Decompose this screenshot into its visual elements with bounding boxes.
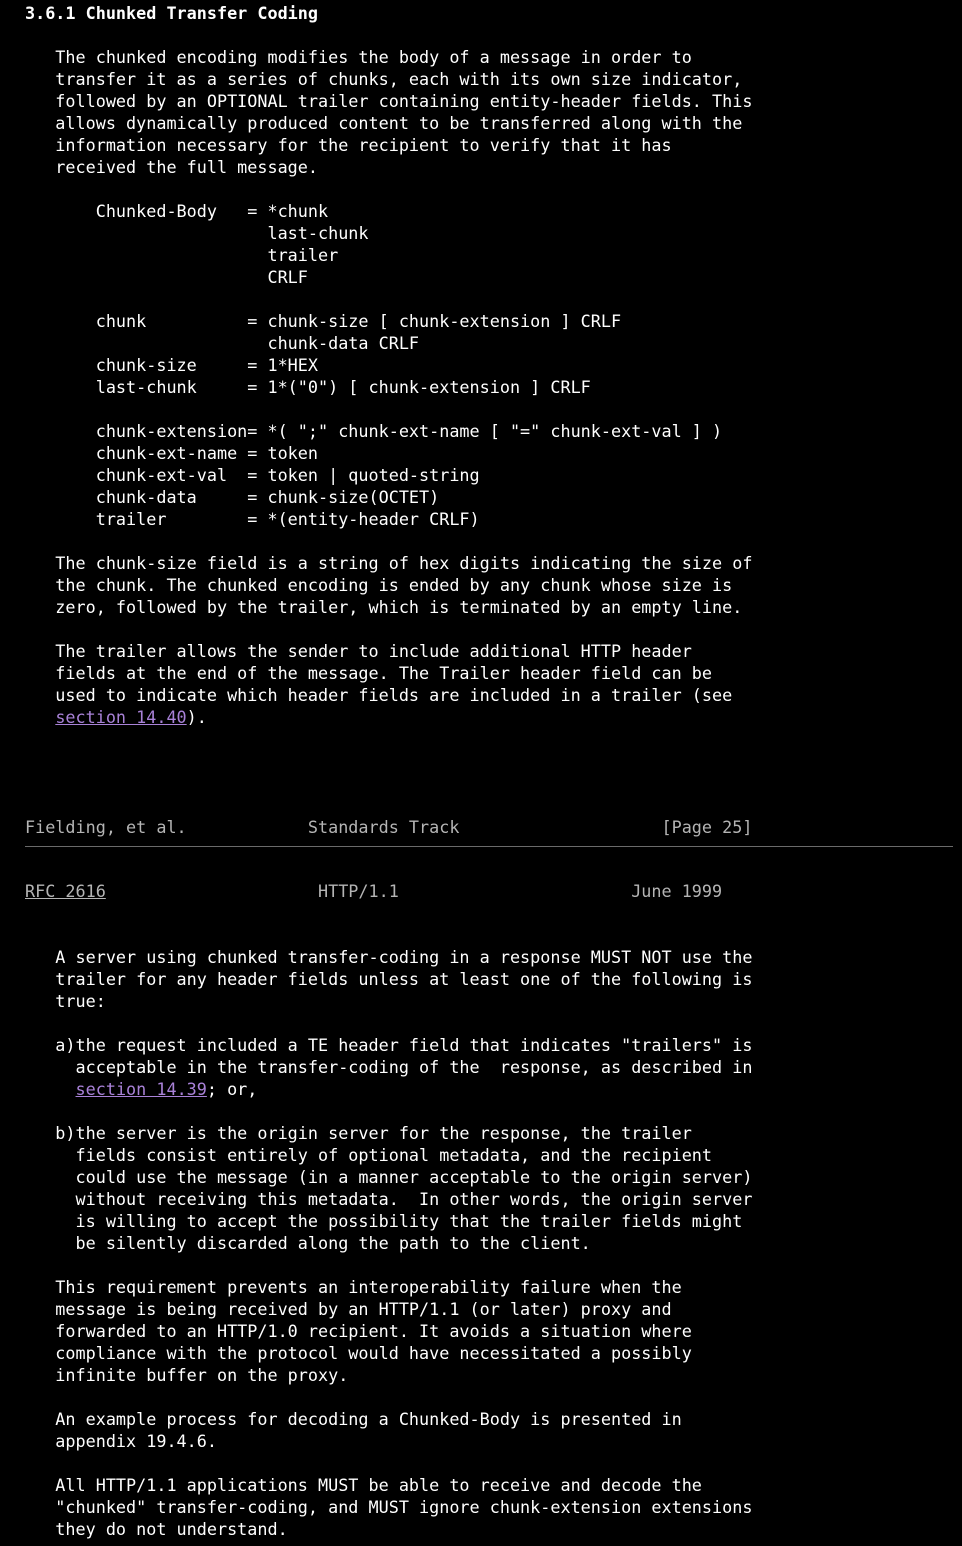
spacer	[25, 1100, 955, 1122]
paragraph-line: the chunk. The chunked encoding is ended by any chunk whose size is	[25, 575, 733, 595]
spacer	[25, 1452, 955, 1474]
requirement-paragraph	[25, 1276, 955, 1386]
paragraph-line: The chunked encoding modifies the body of a message in order to	[25, 47, 692, 67]
grammar-chunked-body	[25, 200, 955, 288]
grammar-line: chunk-extension= *( ";" chunk-ext-name [ "=" chunk-ext-val ] )	[25, 421, 723, 441]
paragraph-line: fields consist entirely of optional metadata, and the recipient	[25, 1145, 713, 1165]
grammar-line: last-chunk	[25, 223, 369, 243]
grammar-line: chunk-ext-val = token | quoted-string	[25, 465, 480, 485]
example-paragraph	[25, 1408, 955, 1452]
paragraph-line: a)the request included a TE header field that indicates "trailers" is	[25, 1035, 753, 1055]
intro-paragraph	[25, 46, 955, 178]
applications-paragraph	[25, 1474, 955, 1540]
header-text: HTTP/1.1 June 1999	[105, 881, 723, 901]
header-line	[25, 880, 955, 902]
grammar-line: trailer = *(entity-header CRLF)	[25, 509, 480, 529]
paragraph-line: is willing to accept the possibility that the trailer fields might	[25, 1211, 743, 1231]
grammar-line: chunk-data = chunk-size(OCTET)	[25, 487, 440, 507]
paragraph-line: The trailer allows the sender to include additional HTTP header	[25, 641, 692, 661]
paragraph-line	[25, 706, 955, 728]
page-footer	[25, 816, 955, 838]
paragraph-line: true:	[25, 991, 106, 1011]
spacer	[25, 1386, 955, 1408]
paragraph-line	[25, 1078, 955, 1100]
grammar-line: chunk-ext-name = token	[25, 443, 318, 463]
line-indent	[25, 1079, 76, 1099]
spacer	[25, 288, 955, 310]
paragraph-line: All HTTP/1.1 applications MUST be able to receive and decode the	[25, 1475, 702, 1495]
paragraph-line: they do not understand.	[25, 1519, 288, 1539]
section-14-40-link[interactable]: section 14.40	[55, 707, 187, 727]
footer-text: Fielding, et al. Standards Track [Page 25]	[25, 817, 753, 837]
condition-a	[25, 1034, 955, 1100]
paragraph-line: fields at the end of the message. The Trailer header field can be	[25, 663, 713, 683]
grammar-line: trailer	[25, 245, 339, 265]
paragraph-line: acceptable in the transfer-coding of the response, as described in	[25, 1057, 753, 1077]
page-break-rule	[25, 846, 953, 847]
grammar-chunk-extension	[25, 420, 955, 530]
paragraph-line: without receiving this metadata. In other words, the origin server	[25, 1189, 753, 1209]
rfc-document	[25, 2, 955, 728]
paragraph-line: information necessary for the recipient to verify that it has	[25, 135, 672, 155]
line-suffix: ).	[186, 707, 207, 727]
paragraph-line: zero, followed by the trailer, which is terminated by an empty line.	[25, 597, 743, 617]
grammar-chunk	[25, 310, 955, 398]
line-indent	[25, 707, 55, 727]
grammar-line: chunk-data CRLF	[25, 333, 420, 353]
spacer	[25, 24, 955, 46]
paragraph-line: b)the server is the origin server for the response, the trailer	[25, 1123, 692, 1143]
paragraph-line: appendix 19.4.6.	[25, 1431, 217, 1451]
section-heading: 3.6.1 Chunked Transfer Coding	[25, 3, 318, 23]
paragraph-line: The chunk-size field is a string of hex digits indicating the size of	[25, 553, 753, 573]
paragraph-line: transfer it as a series of chunks, each with its own size indicator,	[25, 69, 743, 89]
spacer	[25, 1254, 955, 1276]
trailer-paragraph	[25, 640, 955, 728]
spacer	[25, 530, 955, 552]
paragraph-line: received the full message.	[25, 157, 318, 177]
grammar-line: chunk = chunk-size [ chunk-extension ] CRLF	[25, 311, 622, 331]
spacer	[25, 398, 955, 420]
grammar-line: last-chunk = 1*("0") [ chunk-extension ] CRLF	[25, 377, 591, 397]
paragraph-line: This requirement prevents an interoperability failure when the	[25, 1277, 682, 1297]
paragraph-line: A server using chunked transfer-coding in a response MUST NOT use the	[25, 947, 753, 967]
chunk-size-paragraph	[25, 552, 955, 618]
spacer	[25, 178, 955, 200]
paragraph-line: used to indicate which header fields are included in a trailer (see	[25, 685, 733, 705]
paragraph-line: followed by an OPTIONAL trailer containing entity-header fields. This	[25, 91, 753, 111]
grammar-line: CRLF	[25, 267, 308, 287]
paragraph-line: could use the message (in a manner acceptable to the origin server)	[25, 1167, 753, 1187]
paragraph-line: message is being received by an HTTP/1.1 (or later) proxy and	[25, 1299, 672, 1319]
grammar-line: chunk-size = 1*HEX	[25, 355, 318, 375]
server-paragraph	[25, 946, 955, 1012]
paragraph-line: allows dynamically produced content to be transferred along with the	[25, 113, 743, 133]
paragraph-line: "chunked" transfer-coding, and MUST ignore chunk-extension extensions	[25, 1497, 753, 1517]
paragraph-line: forwarded to an HTTP/1.0 recipient. It avoids a situation where	[25, 1321, 692, 1341]
condition-b	[25, 1122, 955, 1254]
section-14-39-link[interactable]: section 14.39	[75, 1079, 207, 1099]
rfc-document-page-26	[25, 946, 955, 1540]
grammar-line: Chunked-Body = *chunk	[25, 201, 329, 221]
spacer	[25, 1012, 955, 1034]
paragraph-line: An example process for decoding a Chunked-Body is presented in	[25, 1409, 682, 1429]
paragraph-line: trailer for any header fields unless at least one of the following is	[25, 969, 753, 989]
spacer	[25, 618, 955, 640]
paragraph-line: compliance with the protocol would have necessitated a possibly	[25, 1343, 692, 1363]
paragraph-line: be silently discarded along the path to the client.	[25, 1233, 591, 1253]
rfc-2616-link[interactable]: RFC 2616	[25, 881, 106, 901]
paragraph-line: infinite buffer on the proxy.	[25, 1365, 349, 1385]
line-suffix: ; or,	[206, 1079, 258, 1099]
page-header	[25, 880, 955, 902]
